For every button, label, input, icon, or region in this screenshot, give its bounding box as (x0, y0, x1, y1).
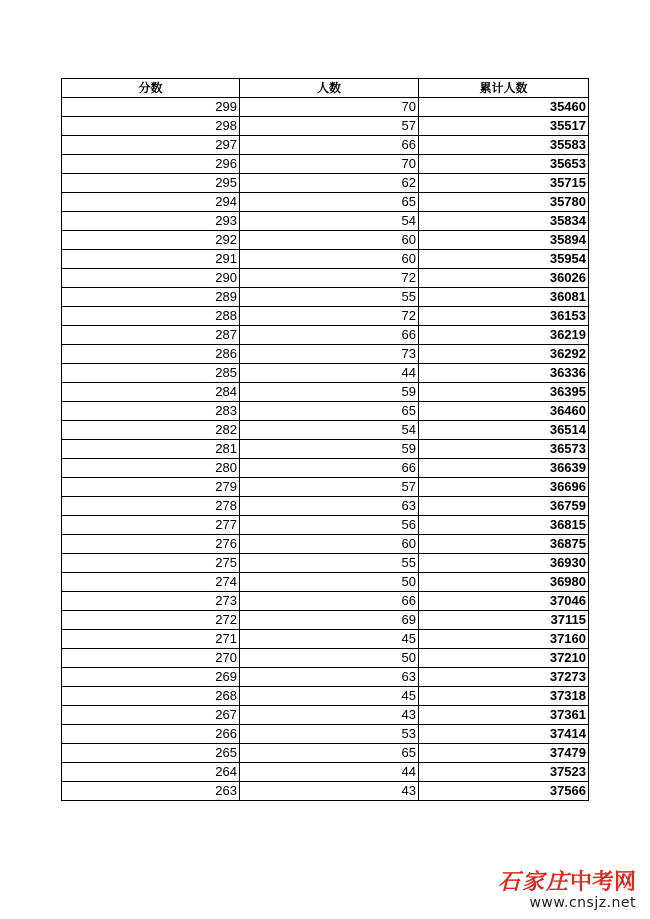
table-row (62, 250, 589, 269)
table-row (62, 554, 589, 573)
cell-cumulative: 35517 (419, 117, 589, 136)
cell-count: 50 (240, 649, 419, 668)
cell-count: 66 (240, 136, 419, 155)
cell-cumulative: 36696 (419, 478, 589, 497)
cell-cumulative: 36081 (419, 288, 589, 307)
cell-count: 59 (240, 383, 419, 402)
cell-score: 291 (62, 250, 240, 269)
table-row (62, 535, 589, 554)
cell-score: 279 (62, 478, 240, 497)
cell-count: 55 (240, 554, 419, 573)
cell-count: 73 (240, 345, 419, 364)
cell-count: 53 (240, 725, 419, 744)
cell-count: 72 (240, 269, 419, 288)
table-row (62, 630, 589, 649)
watermark-script: 石家庄 (497, 869, 570, 895)
cell-count: 57 (240, 117, 419, 136)
cell-count: 44 (240, 364, 419, 383)
cell-count: 54 (240, 212, 419, 231)
table-row (62, 744, 589, 763)
cell-count: 45 (240, 630, 419, 649)
cell-count: 44 (240, 763, 419, 782)
table-row (62, 383, 589, 402)
cell-cumulative: 36930 (419, 554, 589, 573)
cell-cumulative: 36336 (419, 364, 589, 383)
cell-cumulative: 37273 (419, 668, 589, 687)
site-watermark (490, 867, 640, 915)
cell-count: 56 (240, 516, 419, 535)
cell-count: 59 (240, 440, 419, 459)
cell-count: 60 (240, 250, 419, 269)
table-body (62, 98, 589, 801)
cell-score: 267 (62, 706, 240, 725)
cell-cumulative: 37046 (419, 592, 589, 611)
cell-cumulative: 36759 (419, 497, 589, 516)
cell-score: 271 (62, 630, 240, 649)
cell-cumulative: 37479 (419, 744, 589, 763)
table-row (62, 763, 589, 782)
cell-score: 265 (62, 744, 240, 763)
table-row (62, 98, 589, 117)
header-cumulative: 累计人数 (419, 79, 589, 98)
cell-score: 276 (62, 535, 240, 554)
cell-score: 269 (62, 668, 240, 687)
table-row (62, 668, 589, 687)
cell-count: 69 (240, 611, 419, 630)
cell-score: 285 (62, 364, 240, 383)
cell-cumulative: 37210 (419, 649, 589, 668)
cell-score: 280 (62, 459, 240, 478)
cell-cumulative: 36875 (419, 535, 589, 554)
cell-score: 293 (62, 212, 240, 231)
cell-score: 287 (62, 326, 240, 345)
cell-cumulative: 37566 (419, 782, 589, 801)
table-row (62, 345, 589, 364)
cell-score: 289 (62, 288, 240, 307)
table-row (62, 573, 589, 592)
cell-count: 60 (240, 231, 419, 250)
table-row (62, 478, 589, 497)
table-row (62, 611, 589, 630)
cell-cumulative: 36815 (419, 516, 589, 535)
cell-cumulative: 36980 (419, 573, 589, 592)
cell-count: 66 (240, 592, 419, 611)
cell-score: 284 (62, 383, 240, 402)
cell-score: 273 (62, 592, 240, 611)
table-row (62, 402, 589, 421)
cell-cumulative: 35894 (419, 231, 589, 250)
cell-score: 295 (62, 174, 240, 193)
cell-cumulative: 35653 (419, 155, 589, 174)
table-row (62, 497, 589, 516)
cell-cumulative: 35954 (419, 250, 589, 269)
cell-cumulative: 36514 (419, 421, 589, 440)
cell-cumulative: 37361 (419, 706, 589, 725)
table-row (62, 155, 589, 174)
cell-score: 282 (62, 421, 240, 440)
table-row (62, 212, 589, 231)
cell-cumulative: 35583 (419, 136, 589, 155)
cell-cumulative: 37160 (419, 630, 589, 649)
table-row (62, 117, 589, 136)
cell-cumulative: 37414 (419, 725, 589, 744)
cell-count: 63 (240, 497, 419, 516)
cell-cumulative: 36573 (419, 440, 589, 459)
table-row (62, 231, 589, 250)
table-row (62, 782, 589, 801)
cell-cumulative: 36292 (419, 345, 589, 364)
table-row (62, 459, 589, 478)
header-score: 分数 (62, 79, 240, 98)
table-row (62, 516, 589, 535)
cell-count: 45 (240, 687, 419, 706)
watermark-logo (498, 869, 636, 895)
cell-score: 268 (62, 687, 240, 706)
cell-score: 275 (62, 554, 240, 573)
table-row (62, 326, 589, 345)
cell-count: 62 (240, 174, 419, 193)
cell-count: 65 (240, 193, 419, 212)
cell-count: 55 (240, 288, 419, 307)
cell-score: 299 (62, 98, 240, 117)
cell-score: 290 (62, 269, 240, 288)
cell-score: 263 (62, 782, 240, 801)
cell-score: 274 (62, 573, 240, 592)
cell-count: 57 (240, 478, 419, 497)
cell-score: 298 (62, 117, 240, 136)
cell-score: 288 (62, 307, 240, 326)
cell-cumulative: 37523 (419, 763, 589, 782)
cell-count: 72 (240, 307, 419, 326)
score-distribution-table (61, 78, 589, 801)
table-row (62, 269, 589, 288)
table-row (62, 288, 589, 307)
table-row (62, 193, 589, 212)
cell-score: 266 (62, 725, 240, 744)
cell-count: 70 (240, 98, 419, 117)
cell-cumulative: 36219 (419, 326, 589, 345)
cell-cumulative: 37115 (419, 611, 589, 630)
cell-score: 283 (62, 402, 240, 421)
cell-cumulative: 35715 (419, 174, 589, 193)
cell-score: 286 (62, 345, 240, 364)
cell-count: 50 (240, 573, 419, 592)
cell-cumulative: 35834 (419, 212, 589, 231)
table-row (62, 307, 589, 326)
cell-score: 297 (62, 136, 240, 155)
cell-count: 65 (240, 744, 419, 763)
cell-count: 43 (240, 706, 419, 725)
cell-score: 296 (62, 155, 240, 174)
cell-cumulative: 36395 (419, 383, 589, 402)
cell-count: 65 (240, 402, 419, 421)
table-row (62, 706, 589, 725)
table-row (62, 136, 589, 155)
cell-score: 272 (62, 611, 240, 630)
cell-score: 294 (62, 193, 240, 212)
cell-score: 281 (62, 440, 240, 459)
header-count: 人数 (240, 79, 419, 98)
cell-score: 270 (62, 649, 240, 668)
table-row (62, 364, 589, 383)
cell-count: 54 (240, 421, 419, 440)
cell-score: 264 (62, 763, 240, 782)
table-header-row (62, 79, 589, 98)
watermark-url: www.cnsjz.net (529, 895, 636, 911)
cell-cumulative: 36639 (419, 459, 589, 478)
table-row (62, 421, 589, 440)
cell-score: 277 (62, 516, 240, 535)
cell-cumulative: 35780 (419, 193, 589, 212)
cell-count: 66 (240, 459, 419, 478)
cell-cumulative: 36153 (419, 307, 589, 326)
table-row (62, 440, 589, 459)
cell-count: 60 (240, 535, 419, 554)
table-row (62, 592, 589, 611)
cell-cumulative: 36026 (419, 269, 589, 288)
cell-count: 70 (240, 155, 419, 174)
watermark-name: 中考网 (569, 869, 636, 894)
cell-score: 292 (62, 231, 240, 250)
table-row (62, 725, 589, 744)
cell-score: 278 (62, 497, 240, 516)
table-row (62, 649, 589, 668)
cell-count: 43 (240, 782, 419, 801)
cell-cumulative: 37318 (419, 687, 589, 706)
table-row (62, 174, 589, 193)
cell-cumulative: 35460 (419, 98, 589, 117)
table-row (62, 687, 589, 706)
cell-count: 66 (240, 326, 419, 345)
cell-cumulative: 36460 (419, 402, 589, 421)
cell-count: 63 (240, 668, 419, 687)
